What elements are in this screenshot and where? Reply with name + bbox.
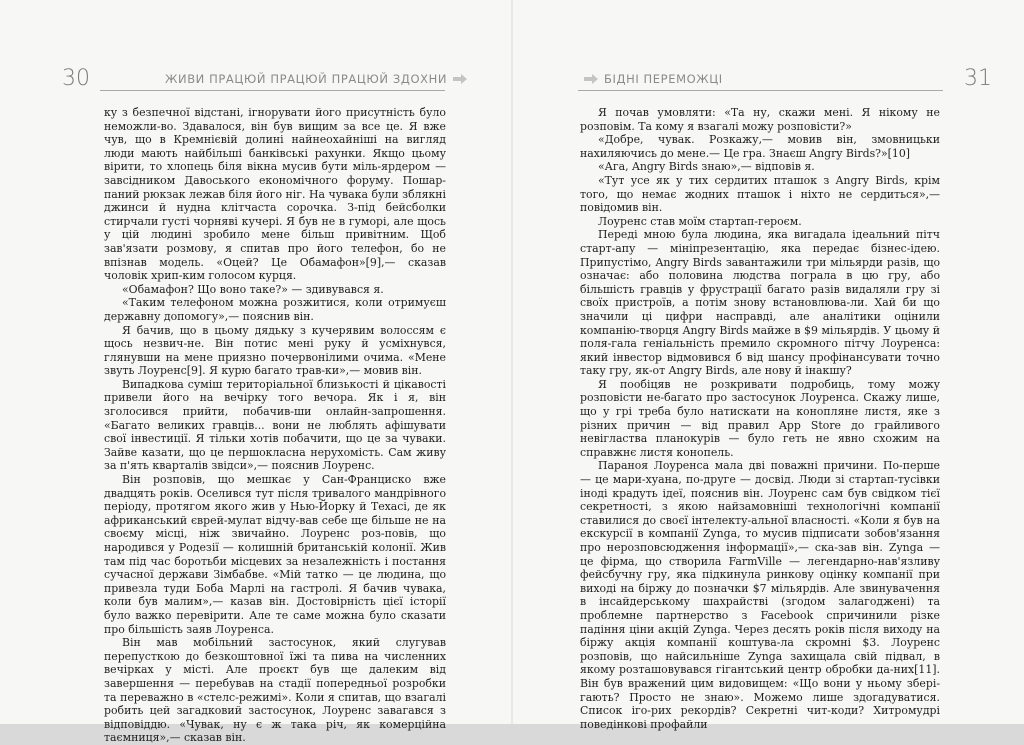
running-head-left-text: ЖИВИ ПРАЦЮЙ ПРАЦЮЙ ПРАЦЮЙ ЗДОХНИ xyxy=(165,72,448,86)
page-number-right: 31 xyxy=(964,66,992,91)
body-text-right xyxy=(580,106,940,731)
page-number-left: 30 xyxy=(62,66,90,91)
paragraph: «Обамафон? Що воно таке?» — здивувався я. xyxy=(122,282,384,296)
header-rule-left xyxy=(100,90,445,91)
right-page xyxy=(512,0,1024,731)
paragraph: Я бачив, що в цьому дядьку з кучерявим волоссям є щось незвич-не. Він потис мені руку й усміхнувся, глянувши на мене приязно почервонілими очима. «Мене звуть Лоуренс[9]. Я курю багато трав-ки»,— мовив він. xyxy=(104,323,446,378)
paragraph: Випадкова суміш територіальної близькості й цікавості привели його на вечірку того вечора. Як і я, він зголосився прийти, побачив-ши онлайн-запрошення. «Багато великих гравців... вони не люблять афішувати свої інвестиції. Я тільки хотів побачити, що це за чуваки. Зайве казати, що це першокласна нерухомість. Сам живу за п'ять кварталів звідси»,— пояснив Лоуренс. xyxy=(104,377,446,473)
paragraph: Я почав умовляти: «Та ну, скажи мені. Я нікому не розповім. Та кому я взагалі можу розповісти?» xyxy=(580,106,940,133)
header-rule-right xyxy=(578,90,943,91)
arrow-right-icon xyxy=(584,73,598,85)
arrow-right-icon xyxy=(453,73,467,85)
paragraph: Він розповів, що мешкає у Сан-Франциско вже двадцять років. Оселився тут після тривалого мандрівного періоду, протягом якого жив у Нью-Йорку й Техасі, де як африканський єврей-мулат відчу-вав себе ще більше не на своєму місці, ніж звичайно. Лоуренс роз-повів, що народився у Родезії — колишній британській колонії. Жив там під час боротьби місцевих за незалежність і постання сучасної держави Зімбабве. «Мій татко — це людина, що привезла туди Боба Марлі на гастролі. Я бачив чувака, коли був малим»,— казав він. Достовірність цієї історії було важко перевірити. Але те саме можна було сказати про більшість заяв Лоуренса. xyxy=(104,473,446,636)
running-head-right xyxy=(578,72,723,86)
running-head-left xyxy=(165,72,473,86)
paragraph: «Добре, чувак. Розкажу,— мовив він, змовницьки нахиляючись до мене.— Це гра. Знаєш Angry Birds?»[10] xyxy=(580,133,940,160)
paragraph: Він мав мобільний застосунок, який слугував перепусткою до безкоштовної їжі та пива на численних вечірках у місті. Але проєкт був ще далеким від завершення — перебував на стадії попередньої розробки та переважно в «стелс-режимі». Коли я спитав, що взагалі робить цей загадковий застосунок, Лоуренс завагався з відповіддю. «Чувак, ну є ж така річ, як комерційна таємниця»,— сказав він. xyxy=(104,636,446,745)
running-head-right-text: БІДНІ ПЕРЕМОЖЦІ xyxy=(604,72,723,86)
paragraph: «Тут усе як у тих сердитих пташок з Angry Birds, крім того, що немає жодних пташок і ніхто не сердиться»,— повідомив він. xyxy=(580,173,940,215)
paragraph: «Таким телефоном можна розжитися, коли отримуєш державну допомогу»,— пояснив він. xyxy=(104,296,446,323)
body-text-left xyxy=(104,106,446,745)
paragraph: ку з безпечної відстані, ігнорувати його присутність було неможли-во. Здавалося, він був вищим за все це. Я вже чув, що в Кремнієвій долині найнеохайніші на вигляд люди мають найбільші банківські рахунки. Якщо цьому вірити, то хлопець біля вікна мусив бути міль-ярдером — завсідником Давоського економічного форуму. Пошар-паний рюкзак лежав біля його ніг. На чувака були зблякні джинси й нудна клітчаста сорочка. З-під бейсболки стирчали густі чорняві кучері. Я був не в гуморі, але щось у цій людині зробило мене більш привітним. Щоб зав'язати розмову, я спитав про його телефон, бо не впізнав модель. «Оцей? Це Обамафон»[9],— сказав чоловік хрип-ким голосом курця. xyxy=(104,106,446,283)
paragraph: Я пообіцяв не розкривати подробиць, тому можу розповісти не-багато про застосунок Лоуренса. Скажу лише, що у грі треба було натискати на конопляне листя, яке з різних причин — від правил App Store до грайливого невігластва планокурів — було геть не явно схожим на справжнє листя конопель. xyxy=(580,377,940,459)
paragraph: Переді мною була людина, яка вигадала ідеальний пітч старт-апу — мініпрезентацію, яка передає бізнес-ідею. Припустімо, Angry Birds завантажили три мільярди разів, що означає: або половина людства пограла в цю гру, або більшість гравців у фрустрації багато разів видаляли гру зі своїх пристроїв, а потім знову встановлюва-ли. Хай би що значили ці цифри насправді, але аналітики оцінили компанію-творця Angry Birds майже в $9 мільярдів. У цьому й поля-гала геніальність премило скромного пітчу Лоуренса: який інвестор відмовився б від шансу профінансувати точно таку гру, як-от Angry Birds, але нову й інакшу? xyxy=(580,228,940,378)
paragraph: Параноя Лоуренса мала дві поважні причини. По-перше — це мари-хуана, по-друге — досвід. Люди зі стартап-тусівки іноді крадуть ідеї, пояснив він. Лоуренс сам був свідком тієї секретності, з якою найзамовніші технологічні компанії ставилися до своєї інтелекту-альної власності. «Коли я був на екскурсії в компанії Zynga, то мусив підписати зобов'язання про нерозповсюдження інформації»,— ска-зав він. Zynga — це фірма, що створила FarmVille — легендарно-нав'язливу фейсбучну гру, яка підкинула ринкову оцінку компанії при виході на біржу до позначки $7 мільярдів. Але звинувачення в інсайдерському шахрайстві (згодом залагоджені) та проблемне партнерство з Facebook спричинили різке падіння ціни акцій Zynga. Через десять років після виходу на біржу акція компанії коштува-ла скромні $3. Лоуренс розповів, що найсильніше Zynga захищала свій підвал, в якому розташовувався гігантський центр обробки да-них[11]. Він був вражений цим видовищем: «Що вони у ньому зберi-гають? Просто не знаю». Можемо лише здогадуватися. Список іго-рих рекордів? Секретні чит-коди? Хитромудрі поведінкові профайли xyxy=(580,459,940,731)
paragraph: Лоуренс став моїм стартап-героєм. xyxy=(598,214,802,228)
paragraph: «Ага, Angry Birds знаю»,— відповів я. xyxy=(598,160,815,174)
